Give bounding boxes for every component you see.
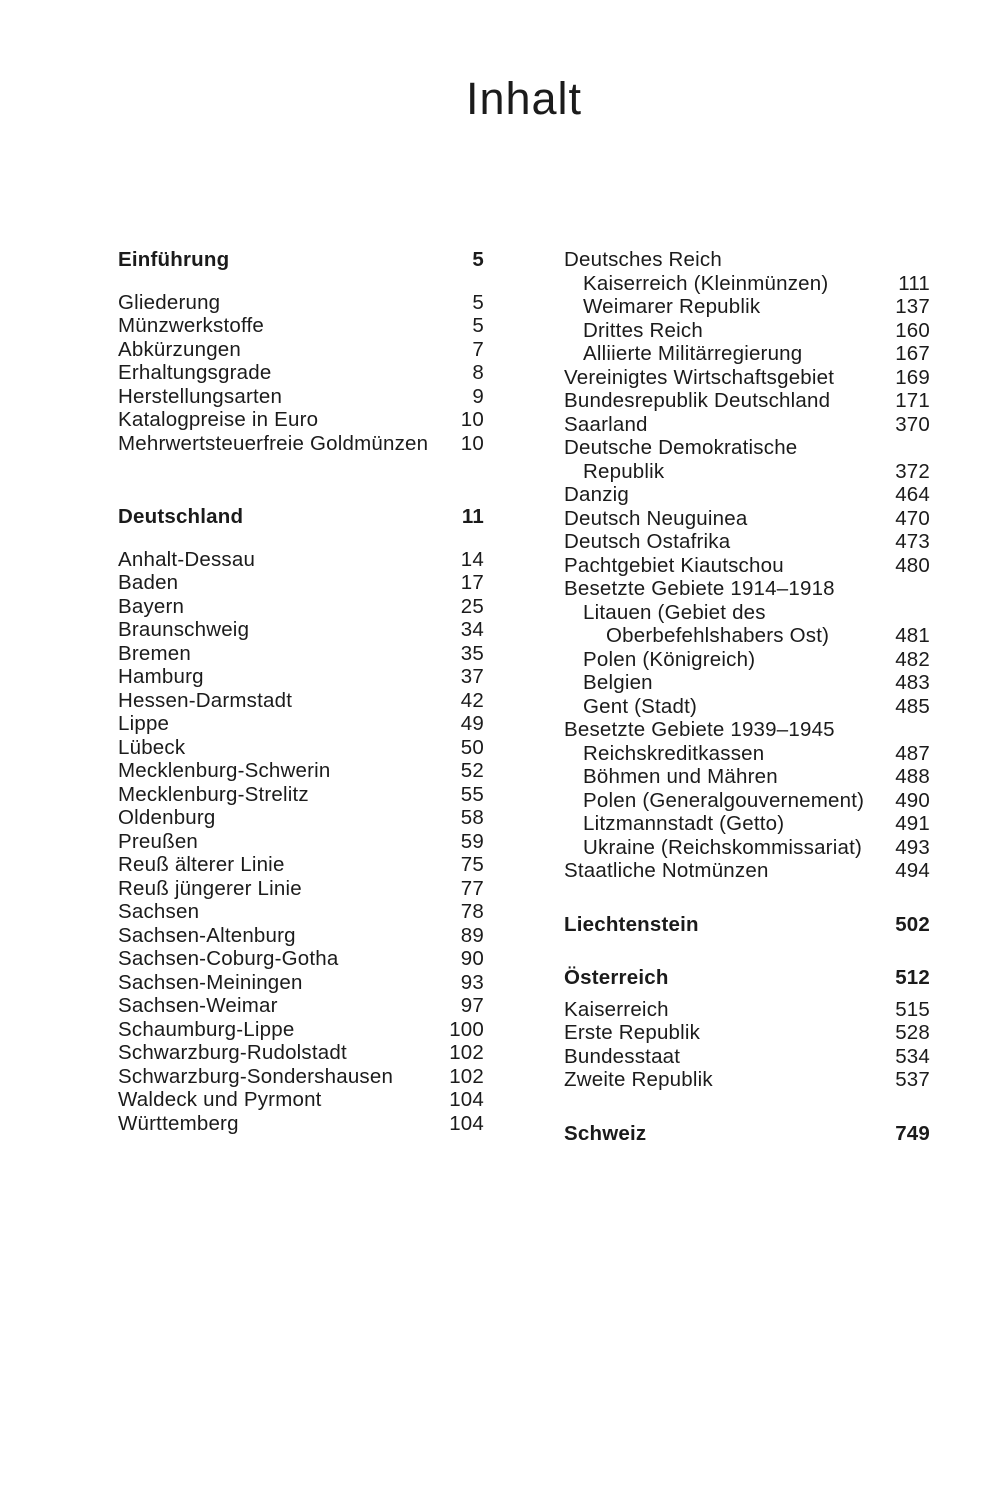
toc-entry-label: Anhalt-Dessau [118, 547, 256, 571]
toc-entry-label: Schwarzburg-Rudolstadt [118, 1041, 347, 1064]
toc-row [564, 913, 930, 937]
toc-entry-label: Württemberg [118, 1111, 239, 1135]
toc-row [564, 272, 930, 296]
toc-entry-label: Weimarer Republik [583, 295, 761, 318]
toc-entry-label: Lübeck [118, 735, 186, 759]
toc-entry-page: 93 [460, 970, 484, 994]
toc-entry-page: 34 [460, 618, 484, 641]
toc-row [564, 248, 930, 272]
toc-entry-label: Kaiserreich [564, 997, 669, 1021]
toc-entry-label: Bundesrepublik Deutschland [564, 389, 831, 412]
toc-row [118, 642, 484, 666]
toc-row [564, 460, 930, 484]
toc-row [118, 291, 484, 315]
toc-row [564, 718, 930, 742]
toc-column-left [118, 248, 484, 1145]
toc-entry-label: Reichskreditkassen [583, 741, 765, 765]
toc-row [118, 947, 484, 971]
toc-row [564, 966, 930, 990]
toc-columns [118, 248, 930, 1145]
toc-row [564, 789, 930, 813]
toc-entry-page: 169 [895, 365, 930, 389]
toc-entry-label: Österreich [564, 966, 669, 989]
toc-entry-label: Schwarzburg-Sondershausen [118, 1064, 394, 1088]
toc-row [564, 624, 930, 648]
toc-entry-page: 473 [895, 530, 930, 553]
toc-entry-label: Preußen [118, 829, 199, 853]
toc-row [564, 436, 930, 460]
toc-row [118, 618, 484, 642]
toc-row [118, 1088, 484, 1112]
toc-row [564, 671, 930, 695]
toc-row [118, 408, 484, 432]
toc-row [564, 1045, 930, 1069]
toc-row [118, 712, 484, 736]
toc-entry-page: 14 [460, 547, 484, 571]
toc-row [118, 806, 484, 830]
toc-entry-page: 37 [460, 665, 484, 688]
toc-entry-label: Deutsches Reich [564, 248, 722, 271]
page-content [118, 0, 930, 1145]
toc-row [118, 1065, 484, 1089]
toc-row [118, 830, 484, 854]
toc-entry-label: Drittes Reich [583, 318, 703, 342]
toc-entry-page: 502 [895, 912, 930, 936]
toc-entry-label: Erste Republik [564, 1021, 701, 1044]
toc-entry-label: Polen (Generalgouvernement) [583, 788, 865, 812]
toc-entry-label: Baden [118, 571, 179, 594]
toc-entry-page: 537 [895, 1068, 930, 1091]
toc-entry-label: Pachtgebiet Kiautschou [564, 553, 784, 577]
toc-entry-label: Hessen-Darmstadt [118, 688, 293, 712]
toc-entry-label: Liechtenstein [564, 912, 699, 936]
toc-entry-page: 42 [460, 688, 484, 712]
toc-entry-page: 104 [449, 1088, 484, 1111]
toc-row [564, 859, 930, 883]
toc-entry-page: 5 [472, 248, 484, 271]
toc-entry-label: Gliederung [118, 290, 221, 314]
toc-entry-page: 35 [460, 641, 484, 665]
toc-entry-label: Republik [583, 459, 665, 483]
toc-entry-label: Erhaltungsgrade [118, 361, 272, 384]
toc-row [564, 319, 930, 343]
toc-entry-page: 7 [472, 337, 484, 361]
toc-row [118, 736, 484, 760]
toc-entry-page: 11 [461, 505, 484, 528]
toc-entry-label: Schweiz [564, 1121, 647, 1145]
toc-entry-page: 528 [895, 1021, 930, 1044]
toc-entry-label: Deutsch Neuguinea [564, 506, 748, 530]
toc-entry-page: 102 [449, 1041, 484, 1064]
toc-row [564, 998, 930, 1022]
toc-entry-page: 494 [895, 859, 930, 882]
toc-entry-label: Sachsen-Meiningen [118, 970, 303, 994]
toc-entry-page: 100 [449, 1017, 484, 1041]
toc-entry-page: 77 [460, 876, 484, 900]
toc-entry-label: Bremen [118, 641, 191, 665]
toc-entry-label: Waldeck und Pyrmont [118, 1088, 322, 1111]
toc-entry-page: 493 [895, 835, 930, 859]
toc-entry-label: Belgien [583, 671, 653, 694]
toc-entry-page: 104 [449, 1111, 484, 1135]
toc-entry-label: Katalogpreise in Euro [118, 408, 319, 431]
toc-entry-label: Mehrwertsteuerfreie Goldmünzen [118, 431, 429, 455]
toc-row [118, 1018, 484, 1042]
toc-entry-label: Sachsen-Coburg-Gotha [118, 947, 339, 970]
toc-entry-label: Litzmannstadt (Getto) [583, 812, 785, 835]
toc-entry-page: 5 [472, 314, 484, 337]
toc-row [118, 877, 484, 901]
toc-row [564, 601, 930, 625]
toc-entry-label: Sachsen [118, 900, 200, 923]
toc-entry-label: Zweite Republik [564, 1068, 713, 1091]
toc-entry-label: Staatliche Notmünzen [564, 859, 769, 882]
toc-row [118, 853, 484, 877]
toc-entry-label: Herstellungsarten [118, 384, 283, 408]
toc-entry-label: Litauen (Gebiet des [583, 600, 766, 624]
toc-entry-page: 52 [460, 759, 484, 782]
toc-entry-page: 102 [449, 1064, 484, 1088]
toc-row [564, 1021, 930, 1045]
toc-entry-page: 512 [895, 966, 930, 989]
toc-row [564, 413, 930, 437]
toc-entry-page: 470 [895, 506, 930, 530]
toc-row [564, 366, 930, 390]
toc-entry-page: 90 [460, 947, 484, 970]
toc-entry-page: 5 [472, 290, 484, 314]
toc-entry-page: 488 [895, 765, 930, 788]
toc-row [564, 342, 930, 366]
toc-entry-label: Sachsen-Weimar [118, 994, 278, 1017]
toc-entry-label: Danzig [564, 483, 630, 506]
toc-entry-label: Oldenburg [118, 806, 216, 829]
toc-row [118, 595, 484, 619]
toc-entry-label: Kaiserreich (Kleinmünzen) [583, 271, 829, 295]
toc-entry-page: 49 [460, 712, 484, 735]
toc-row [118, 505, 484, 529]
toc-row [564, 1122, 930, 1146]
toc-entry-label: Besetzte Gebiete 1939–1945 [564, 718, 835, 741]
toc-entry-page: 481 [895, 624, 930, 647]
page-title: Inhalt [465, 73, 583, 124]
toc-column-right [564, 248, 930, 1145]
toc-entry-page: 89 [460, 923, 484, 947]
toc-entry-page: 487 [895, 741, 930, 765]
toc-entry-page: 97 [460, 994, 484, 1017]
toc-entry-label: Mecklenburg-Strelitz [118, 782, 309, 806]
toc-entry-page: 485 [895, 694, 930, 718]
toc-row [118, 1041, 484, 1065]
toc-row [118, 665, 484, 689]
toc-row [118, 759, 484, 783]
toc-entry-page: 137 [895, 295, 930, 318]
toc-entry-page: 9 [472, 384, 484, 408]
toc-row [564, 507, 930, 531]
toc-entry-label: Saarland [564, 412, 648, 436]
toc-entry-page: 534 [895, 1044, 930, 1068]
toc-entry-label: Gent (Stadt) [583, 694, 698, 718]
toc-row [564, 812, 930, 836]
toc-entry-label: Böhmen und Mähren [583, 765, 778, 788]
toc-entry-page: 483 [895, 671, 930, 694]
toc-entry-label: Abkürzungen [118, 337, 242, 361]
toc-entry-page: 78 [460, 900, 484, 923]
toc-entry-page: 160 [895, 318, 930, 342]
toc-entry-page: 75 [460, 853, 484, 876]
toc-entry-page: 58 [460, 806, 484, 829]
toc-entry-page: 167 [895, 342, 930, 365]
toc-entry-page: 25 [460, 594, 484, 618]
toc-row [118, 248, 484, 272]
toc-entry-page: 480 [895, 553, 930, 577]
toc-entry-page: 59 [460, 829, 484, 853]
toc-entry-page: 464 [895, 483, 930, 506]
toc-entry-page: 515 [895, 997, 930, 1021]
toc-entry-label: Hamburg [118, 665, 204, 688]
toc-entry-page: 55 [460, 782, 484, 806]
toc-entry-label: Alliierte Militärregierung [583, 342, 803, 365]
toc-entry-page: 370 [895, 412, 930, 436]
toc-row [118, 783, 484, 807]
toc-entry-page: 50 [460, 735, 484, 759]
toc-entry-label: Bundesstaat [564, 1044, 681, 1068]
toc-entry-label: Deutschland [118, 505, 244, 528]
toc-row [118, 900, 484, 924]
toc-entry-label: Oberbefehlshabers Ost) [606, 624, 830, 647]
toc-entry-label: Polen (Königreich) [583, 647, 756, 671]
toc-entry-label: Lippe [118, 712, 170, 735]
toc-row [118, 924, 484, 948]
toc-entry-label: Einführung [118, 248, 230, 271]
toc-entry-label: Reuß älterer Linie [118, 853, 285, 876]
toc-entry-page: 8 [472, 361, 484, 384]
toc-row [118, 385, 484, 409]
toc-row [564, 530, 930, 554]
toc-entry-page: 490 [895, 788, 930, 812]
toc-row [564, 295, 930, 319]
toc-entry-label: Schaumburg-Lippe [118, 1017, 295, 1041]
toc-row [564, 1068, 930, 1092]
toc-row [118, 314, 484, 338]
toc-entry-page: 491 [895, 812, 930, 835]
toc-row [564, 765, 930, 789]
toc-entry-label: Münzwerkstoffe [118, 314, 264, 337]
toc-row [118, 1112, 484, 1136]
toc-entry-label: Bayern [118, 594, 185, 618]
toc-row [118, 971, 484, 995]
toc-entry-label: Vereinigtes Wirtschaftsgebiet [564, 365, 835, 389]
toc-entry-page: 10 [460, 408, 484, 431]
toc-entry-page: 482 [895, 647, 930, 671]
toc-entry-page: 111 [898, 271, 930, 295]
toc-entry-page: 749 [895, 1121, 930, 1145]
toc-row [564, 742, 930, 766]
toc-entry-label: Ukraine (Reichskommissariat) [583, 835, 862, 859]
toc-row [564, 483, 930, 507]
toc-entry-page: 17 [460, 571, 484, 594]
toc-entry-page: 171 [895, 389, 930, 412]
toc-row [564, 577, 930, 601]
toc-row [118, 994, 484, 1018]
toc-row [564, 836, 930, 860]
toc-entry-page: 10 [460, 431, 484, 455]
toc-entry-label: Reuß jüngerer Linie [118, 876, 302, 900]
toc-row [564, 648, 930, 672]
toc-row [118, 432, 484, 456]
toc-row [564, 389, 930, 413]
toc-entry-label: Besetzte Gebiete 1914–1918 [564, 577, 835, 600]
toc-entry-label: Deutsche Demokratische [564, 436, 798, 459]
toc-row [118, 548, 484, 572]
toc-row [118, 338, 484, 362]
toc-entry-label: Mecklenburg-Schwerin [118, 759, 331, 782]
toc-row [564, 554, 930, 578]
toc-entry-page: 372 [895, 459, 930, 483]
toc-row [118, 689, 484, 713]
toc-entry-label: Sachsen-Altenburg [118, 923, 296, 947]
toc-entry-label: Braunschweig [118, 618, 250, 641]
toc-row [118, 361, 484, 385]
toc-row [564, 695, 930, 719]
toc-row [118, 571, 484, 595]
toc-entry-label: Deutsch Ostafrika [564, 530, 731, 553]
